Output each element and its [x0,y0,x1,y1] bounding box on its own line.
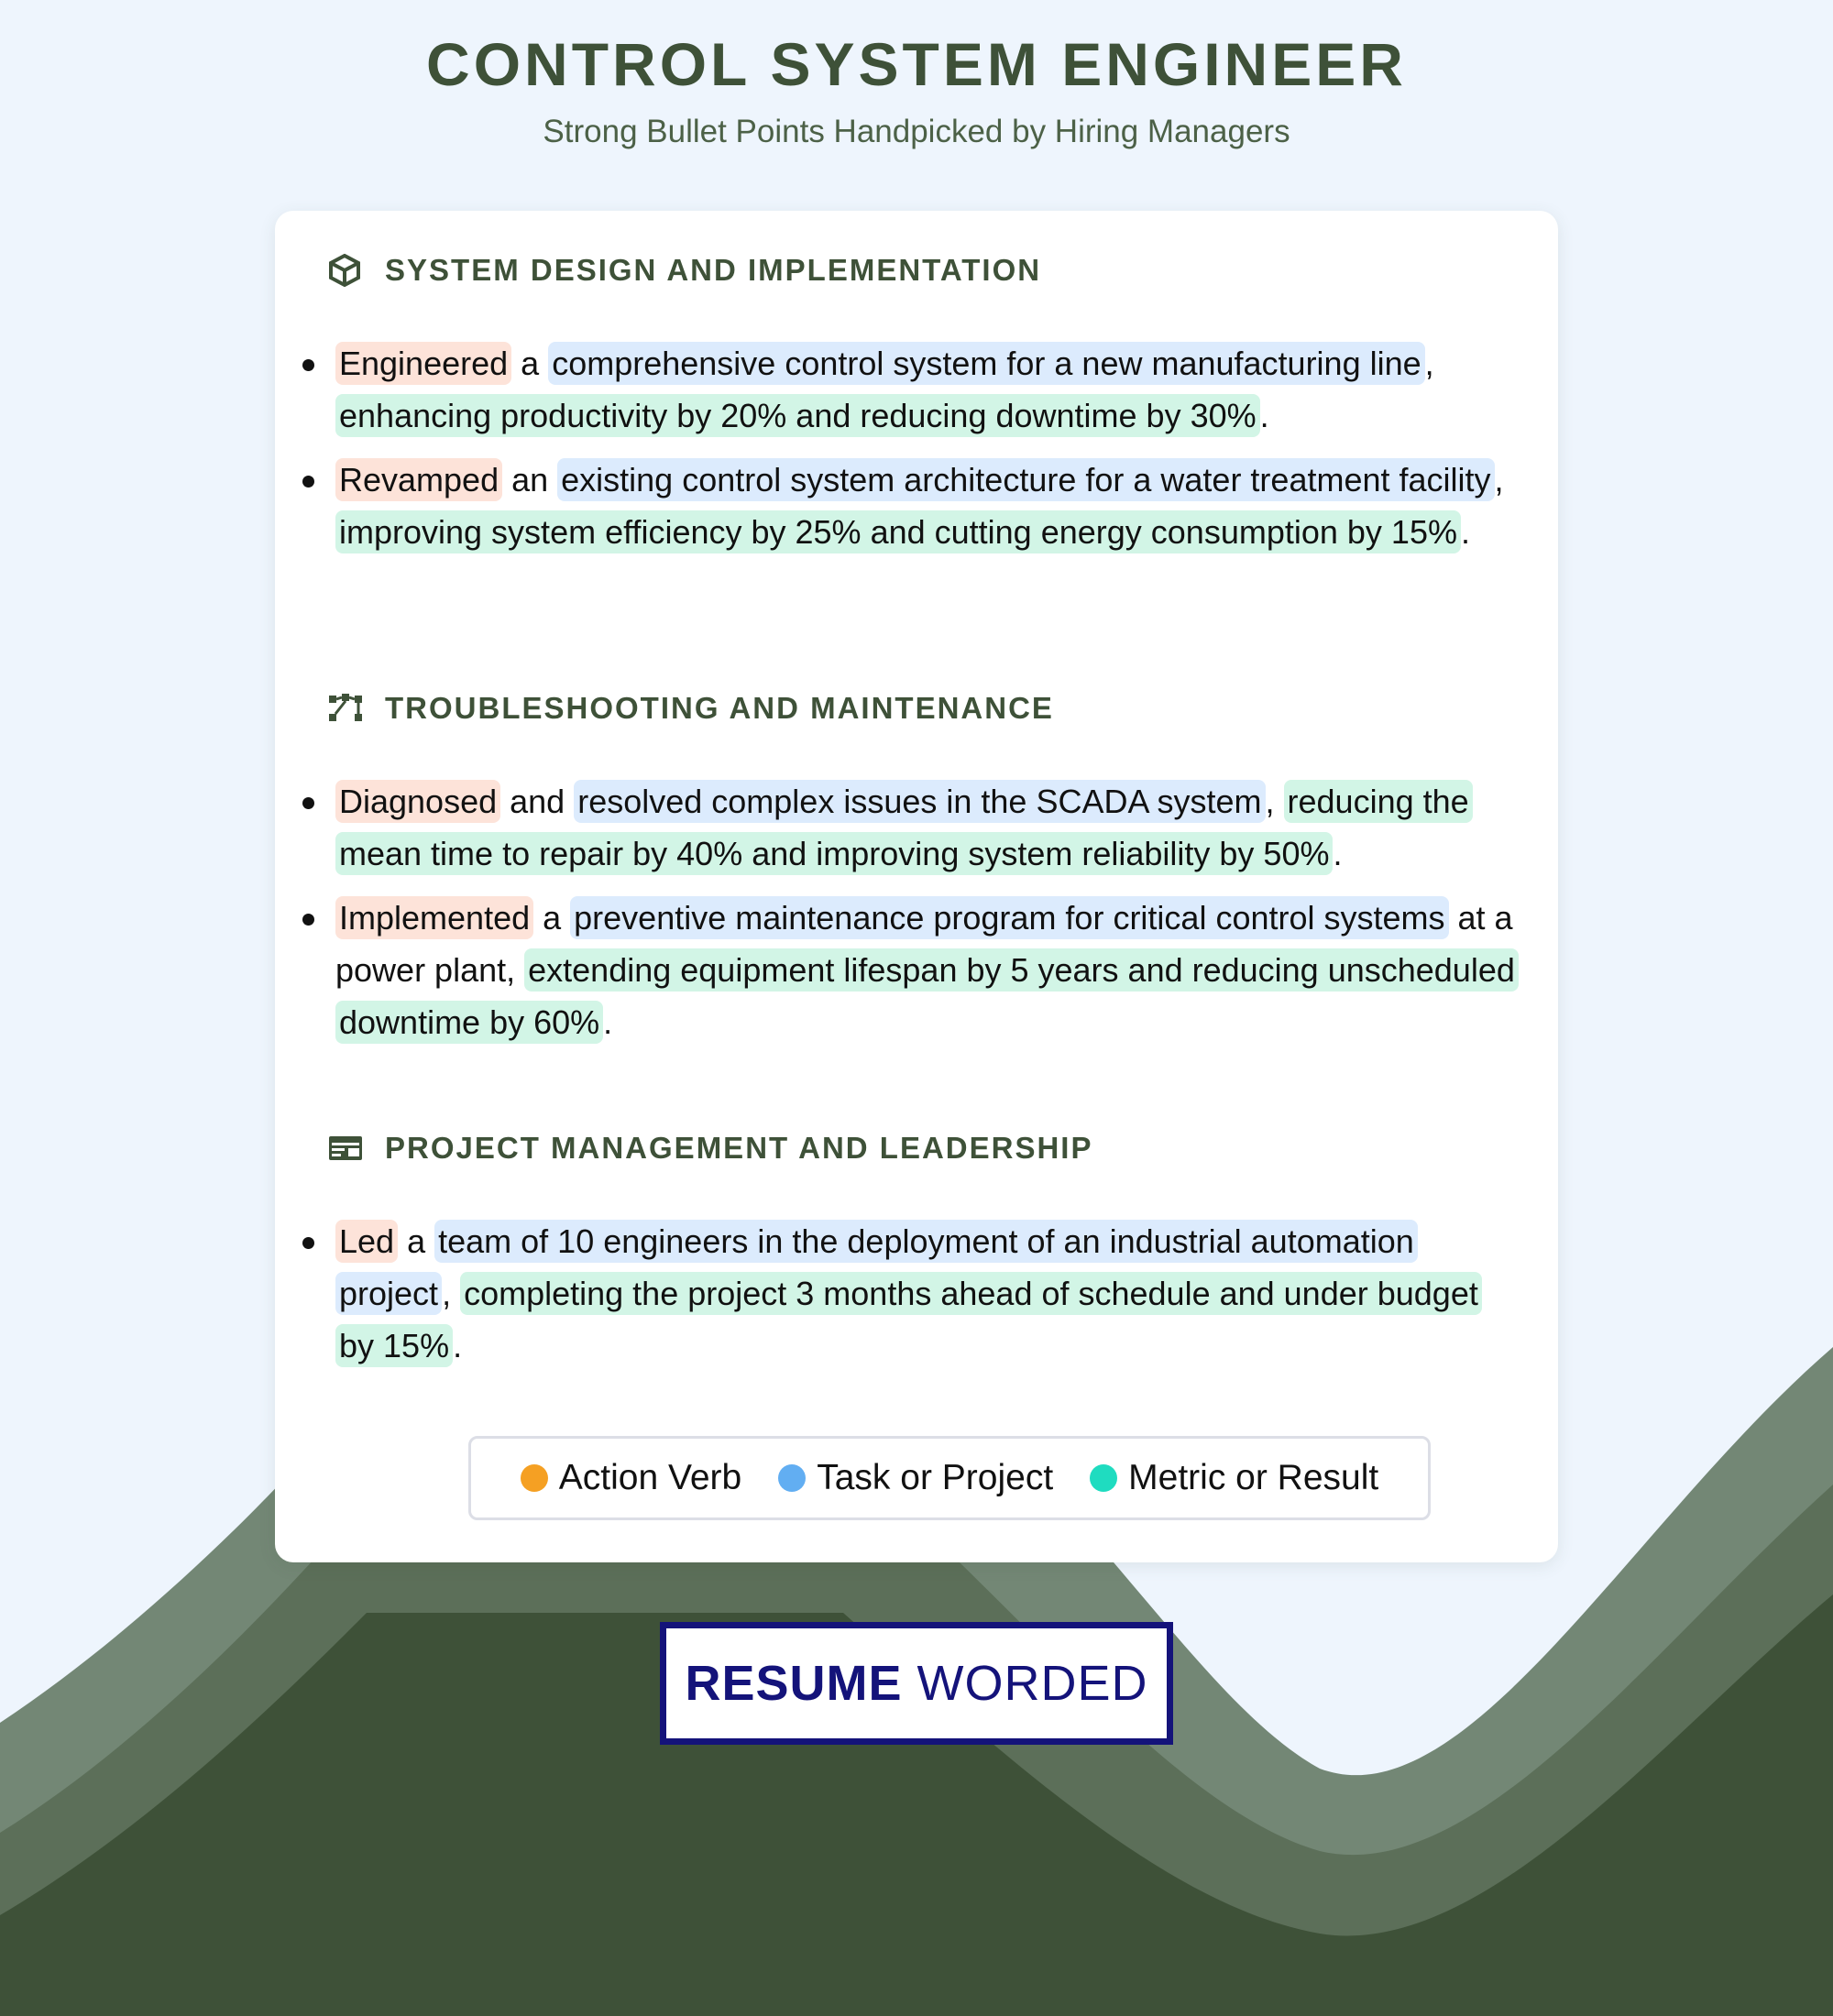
plain-text: an [502,461,558,499]
network-nodes-icon [328,691,363,726]
id-card-icon [328,1131,363,1166]
plain-text: . [1333,835,1343,872]
section-2-bullets [275,775,1527,1060]
bullet-item [335,892,1518,1048]
bullet-item [335,1215,1518,1372]
plain-text: and [500,783,575,820]
legend-action-verb [521,1458,741,1498]
metric-phrase: reducing the mean time to repair by 40% and improving system reliability by 50% [335,780,1473,875]
plain-text: , [1494,461,1504,499]
plain-text: at a power plant, [335,899,1513,989]
plain-text: . [453,1327,463,1364]
action-verb: Implemented [335,896,533,939]
legend-label: Task or Project [817,1458,1054,1497]
section-project-management [328,1131,1093,1166]
logo-light-text: WORDED [916,1656,1148,1711]
teal-dot-icon [1090,1464,1117,1492]
plain-text: a [533,899,571,937]
blue-dot-icon [778,1464,806,1492]
plain-text: a [511,345,549,382]
metric-phrase: completing the project 3 months ahead of schedule and under budget by 15% [335,1272,1482,1367]
logo-bold-text: RESUME [685,1656,903,1711]
page-title: CONTROL SYSTEM ENGINEER [426,30,1407,98]
task-phrase: preventive maintenance program for critical control systems [570,896,1448,939]
bullet-item [335,775,1518,880]
orange-dot-icon [521,1464,548,1492]
metric-phrase: enhancing productivity by 20% and reducing downtime by 30% [335,394,1260,437]
section-system-design [328,253,1041,288]
section-heading: PROJECT MANAGEMENT AND LEADERSHIP [385,1131,1093,1165]
page-subtitle: Strong Bullet Points Handpicked by Hiring Managers [543,114,1290,149]
legend-label: Action Verb [558,1458,742,1497]
section-heading: SYSTEM DESIGN AND IMPLEMENTATION [385,253,1042,287]
action-verb: Revamped [335,458,502,501]
legend-task-or-project [778,1458,1053,1498]
metric-phrase: extending equipment lifespan by 5 years and reducing unscheduled downtime by 60% [335,948,1519,1044]
plain-text: . [1259,397,1269,434]
plain-text: , [1265,783,1284,820]
task-phrase: existing control system architecture for a water treatment facility [557,458,1494,501]
bullet-points-card [275,211,1558,1562]
action-verb: Engineered [335,342,511,385]
section-1-bullets [275,337,1527,570]
legend-metric-or-result [1090,1458,1378,1498]
section-heading: TROUBLESHOOTING AND MAINTENANCE [385,691,1054,725]
section-3-bullets [275,1215,1527,1384]
plain-text: . [603,1003,613,1041]
section-troubleshooting [328,691,1054,726]
plain-text: , [1424,345,1434,382]
bullet-item [335,337,1518,442]
resume-worded-logo[interactable] [660,1622,1173,1745]
plain-text: a [398,1222,435,1260]
cube-icon [328,253,363,288]
task-phrase: team of 10 engineers in the deployment of an industrial automation project [335,1220,1418,1315]
task-phrase: comprehensive control system for a new manufacturing line [548,342,1424,385]
bullet-item [335,454,1518,558]
metric-phrase: improving system efficiency by 25% and cutting energy consumption by 15% [335,510,1461,553]
action-verb: Diagnosed [335,780,500,823]
task-phrase: resolved complex issues in the SCADA system [574,780,1265,823]
action-verb: Led [335,1220,398,1263]
legend-label: Metric or Result [1128,1458,1379,1497]
plain-text: , [442,1275,461,1312]
highlight-legend [468,1436,1431,1520]
plain-text: . [1460,513,1470,551]
